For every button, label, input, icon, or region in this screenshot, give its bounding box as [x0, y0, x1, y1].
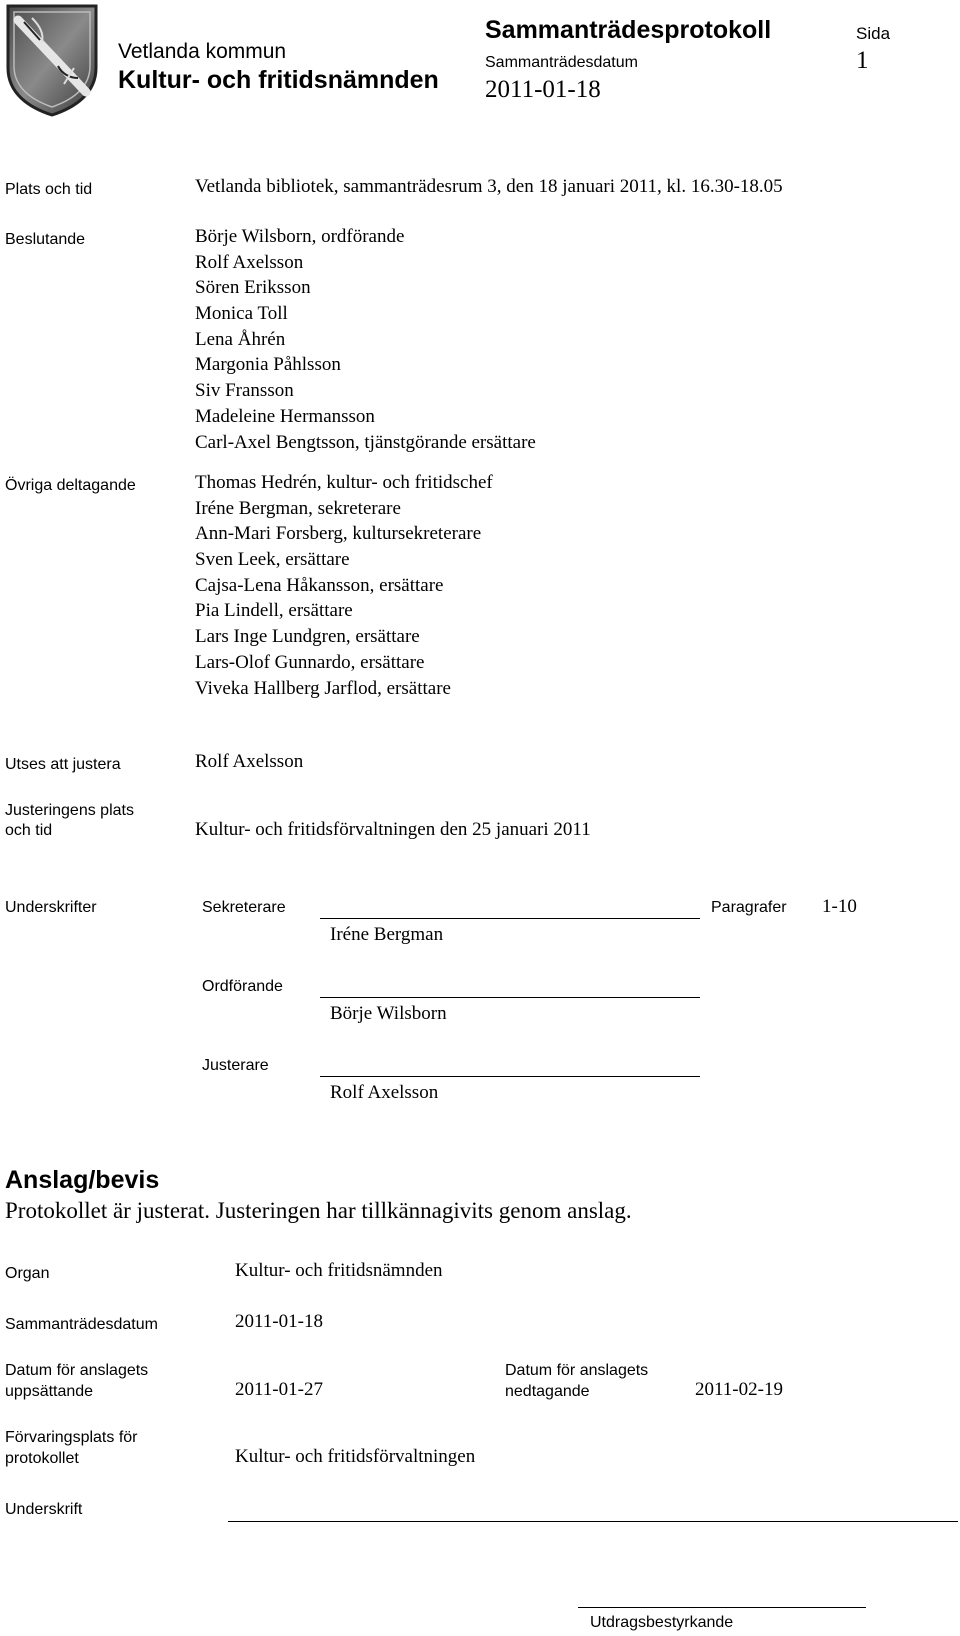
adjuster-appointed-label: Utses att justera [5, 756, 121, 773]
paragraphs-value: 1-10 [822, 896, 857, 917]
adjustment-place-label-line1: Justeringens plats [5, 802, 134, 819]
others-list [195, 470, 493, 701]
secretary-name: Iréne Bergman [330, 924, 444, 945]
storage-label-line2: protokollet [5, 1450, 79, 1467]
list-item: Iréne Bergman, sekreterare [195, 497, 401, 519]
chair-label: Ordförande [202, 978, 283, 995]
posted-date-label-line1: Datum för anslagets [5, 1362, 149, 1379]
list-item: Siv Fransson [195, 380, 294, 402]
chair-signature-line [320, 997, 700, 998]
organ-label: Organ [5, 1265, 50, 1282]
storage-value: Kultur- och fritidsförvaltningen [235, 1446, 476, 1467]
list-item: Margonia Påhlsson [195, 354, 341, 376]
list-item: Börje Wilsborn, ordförande [195, 226, 405, 247]
notice-signature-line [228, 1521, 958, 1522]
adjustment-place-value: Kultur- och fritidsförvaltningen den 25 januari 2011 [195, 819, 591, 840]
page-label: Sida [856, 24, 891, 43]
deciding-list [195, 224, 536, 455]
adjuster-name: Rolf Axelsson [330, 1082, 439, 1103]
municipal-coat-of-arms-logo [4, 2, 100, 118]
place-label: Plats och tid [5, 181, 93, 198]
committee-name: Kultur- och fritidsnämnden [118, 66, 439, 94]
organ-value: Kultur- och fritidsnämnden [235, 1260, 443, 1281]
list-item: Madeleine Hermansson [195, 405, 375, 427]
paragraphs-label: Paragrafer [711, 899, 787, 916]
list-item: Viveka Hallberg Jarflod, ersättare [195, 677, 451, 699]
certificate-signature-line [578, 1607, 866, 1608]
list-item: Carl-Axel Bengtsson, tjänstgörande ersättare [195, 431, 536, 453]
municipality-name: Vetlanda kommun [118, 40, 287, 63]
list-item: Pia Lindell, ersättare [195, 600, 353, 622]
list-item: Thomas Hedrén, kultur- och fritidschef [195, 472, 493, 493]
list-item: Cajsa-Lena Håkansson, ersättare [195, 574, 444, 596]
chair-name: Börje Wilsborn [330, 1003, 447, 1024]
secretary-label: Sekreterare [202, 899, 286, 916]
page-number: 1 [856, 47, 869, 74]
meeting-date-label: Sammanträdesdatum [485, 54, 638, 71]
storage-label-line1: Förvaringsplats för [5, 1429, 138, 1446]
adjuster-signature-line [320, 1076, 700, 1077]
posted-date-value: 2011-01-27 [235, 1379, 323, 1400]
list-item: Rolf Axelsson [195, 251, 304, 273]
adjuster-label: Justerare [202, 1057, 269, 1074]
removed-date-label-line2: nedtagande [505, 1383, 590, 1400]
place-value: Vetlanda bibliotek, sammanträdesrum 3, den 18 januari 2011, kl. 16.30-18.05 [195, 176, 783, 197]
adjuster-appointed-value: Rolf Axelsson [195, 751, 304, 772]
posted-date-label-line2: uppsättande [5, 1383, 94, 1400]
notice-meeting-date-value: 2011-01-18 [235, 1311, 323, 1332]
list-item: Sören Eriksson [195, 277, 311, 299]
meeting-date: 2011-01-18 [485, 76, 601, 103]
certificate-label: Utdragsbestyrkande [590, 1614, 734, 1631]
notice-statement: Protokollet är justerat. Justeringen har tillkännagivits genom anslag. [5, 1198, 632, 1223]
list-item: Ann-Mari Forsberg, kultursekreterare [195, 523, 482, 545]
list-item: Sven Leek, ersättare [195, 549, 350, 571]
list-item: Monica Toll [195, 303, 288, 325]
removed-date-label-line1: Datum för anslagets [505, 1362, 649, 1379]
list-item: Lars Inge Lundgren, ersättare [195, 626, 420, 648]
deciding-label: Beslutande [5, 231, 86, 248]
list-item: Lena Åhrén [195, 328, 286, 350]
list-item: Lars-Olof Gunnardo, ersättare [195, 651, 425, 673]
document-title: Sammanträdesprotokoll [485, 16, 772, 44]
notice-heading: Anslag/bevis [5, 1166, 160, 1194]
signatures-label: Underskrifter [5, 899, 97, 916]
removed-date-value: 2011-02-19 [695, 1379, 783, 1400]
signature-label: Underskrift [5, 1501, 83, 1518]
secretary-signature-line [320, 918, 700, 919]
notice-meeting-date-label: Sammanträdesdatum [5, 1316, 158, 1333]
adjustment-place-label-line2: och tid [5, 822, 53, 839]
others-label: Övriga deltagande [5, 477, 136, 494]
